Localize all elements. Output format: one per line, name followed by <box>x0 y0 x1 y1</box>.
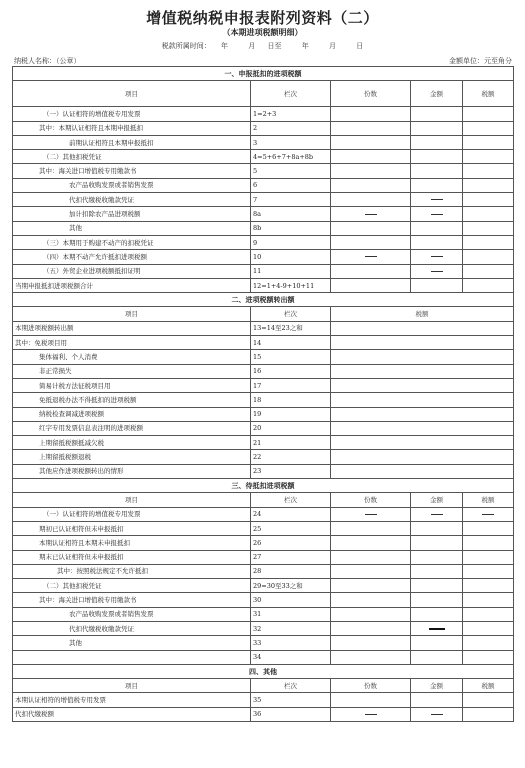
table-row <box>13 593 514 607</box>
cell-count[interactable] <box>331 278 411 292</box>
row-line: 12=1+4-9+10+11 <box>251 278 331 292</box>
row-label: 其中：本期认证相符且本期申报抵扣 <box>13 121 251 135</box>
row-line: 5 <box>251 164 331 178</box>
dash-mark <box>431 256 443 257</box>
table-row <box>13 650 514 664</box>
cell-amount[interactable] <box>411 607 463 621</box>
col-line: 栏次 <box>251 679 331 693</box>
section-1-title: 一、申报抵扣的进项税额 <box>13 67 514 81</box>
col-tax: 税额 <box>463 493 514 507</box>
cell-amount-na <box>411 707 463 721</box>
cell-tax[interactable] <box>463 178 514 192</box>
cell-tax[interactable] <box>463 221 514 235</box>
row-line: 6 <box>251 178 331 192</box>
table-row <box>13 393 514 407</box>
row-line: 30 <box>251 593 331 607</box>
row-line: 24 <box>251 507 331 521</box>
cell-amount[interactable] <box>411 536 463 550</box>
row-line: 3 <box>251 135 331 149</box>
cell-tax[interactable] <box>331 321 514 335</box>
cell-tax[interactable] <box>331 407 514 421</box>
cell-tax[interactable] <box>331 350 514 364</box>
col-count: 份数 <box>331 493 411 507</box>
cell-tax[interactable] <box>463 707 514 721</box>
cell-tax[interactable] <box>463 607 514 621</box>
cell-count-na <box>331 250 411 264</box>
table-row <box>13 550 514 564</box>
cell-amount-na <box>411 250 463 264</box>
table-row <box>13 521 514 535</box>
col-tax: 税额 <box>331 307 514 321</box>
col-line: 栏次 <box>251 307 331 321</box>
row-label: 简易计税方法征税项目用 <box>13 378 251 392</box>
cell-count[interactable] <box>331 264 411 278</box>
row-line: 33 <box>251 636 331 650</box>
cell-amount[interactable] <box>411 235 463 249</box>
cell-count[interactable] <box>331 564 411 578</box>
cell-amount-na <box>411 621 463 635</box>
cell-amount-na <box>411 264 463 278</box>
cell-tax[interactable] <box>463 278 514 292</box>
table-row <box>13 264 514 278</box>
table-row <box>13 221 514 235</box>
row-label: 其中：海关进口增值税专用缴款书 <box>13 593 251 607</box>
table-row <box>13 364 514 378</box>
row-line: 2 <box>251 121 331 135</box>
cell-tax[interactable] <box>331 464 514 478</box>
cell-tax[interactable] <box>463 536 514 550</box>
cell-amount[interactable] <box>411 593 463 607</box>
period-day-end: 日 <box>356 42 364 50</box>
row-label: 其中：按照税法规定不允许抵扣 <box>13 564 251 578</box>
dash-mark <box>429 628 445 630</box>
cell-count-na <box>331 207 411 221</box>
dash-mark <box>482 514 494 515</box>
cell-count[interactable] <box>331 121 411 135</box>
col-line: 栏次 <box>251 493 331 507</box>
section-header <box>13 664 514 678</box>
table-row <box>13 421 514 435</box>
table-row <box>13 621 514 635</box>
table-row <box>13 350 514 364</box>
cell-amount[interactable] <box>411 121 463 135</box>
period-day-start: 日至 <box>267 42 282 50</box>
row-line: 9 <box>251 235 331 249</box>
row-label: 非正常损失 <box>13 364 251 378</box>
row-line: 15 <box>251 350 331 364</box>
cell-tax[interactable] <box>463 135 514 149</box>
row-line: 18 <box>251 393 331 407</box>
row-label: 本期认证相符且本期未申报抵扣 <box>13 536 251 550</box>
period-month-start: 月 <box>248 42 256 50</box>
form-subtitle: （本期进项税额明细） <box>222 27 303 37</box>
row-line: 21 <box>251 436 331 450</box>
row-line: 25 <box>251 521 331 535</box>
row-label: 当期申报抵扣进项税额合计 <box>13 278 251 292</box>
cell-tax[interactable] <box>331 378 514 392</box>
cell-tax[interactable] <box>463 264 514 278</box>
row-line: 16 <box>251 364 331 378</box>
row-label: 免抵退税办法不得抵扣的进项税额 <box>13 393 251 407</box>
cell-tax[interactable] <box>463 193 514 207</box>
cell-tax[interactable] <box>463 593 514 607</box>
cell-tax[interactable] <box>463 650 514 664</box>
cell-count[interactable] <box>331 135 411 149</box>
cell-tax[interactable] <box>463 207 514 221</box>
cell-tax[interactable] <box>331 364 514 378</box>
dash-mark <box>431 271 443 272</box>
cell-tax[interactable] <box>463 579 514 593</box>
column-header-row <box>13 81 514 107</box>
row-line: 22 <box>251 450 331 464</box>
row-line: 32 <box>251 621 331 635</box>
row-line: 19 <box>251 407 331 421</box>
row-line: 36 <box>251 707 331 721</box>
cell-count[interactable] <box>331 607 411 621</box>
cell-amount[interactable] <box>411 107 463 121</box>
period-year-end: 年 <box>301 42 309 50</box>
form-title: 增值税纳税申报表附列资料（二） <box>146 9 379 27</box>
table-row <box>13 178 514 192</box>
cell-count[interactable] <box>331 693 411 707</box>
cell-amount[interactable] <box>411 135 463 149</box>
col-tax: 税额 <box>463 679 514 693</box>
cell-tax[interactable] <box>463 250 514 264</box>
cell-tax[interactable] <box>463 121 514 135</box>
table-row <box>13 436 514 450</box>
row-line: 29=30至33之和 <box>251 579 331 593</box>
col-line: 栏次 <box>251 81 331 107</box>
col-item: 项目 <box>13 679 251 693</box>
row-line: 20 <box>251 421 331 435</box>
table-row <box>13 336 514 350</box>
row-line: 13=14至23之和 <box>251 321 331 335</box>
cell-amount[interactable] <box>411 178 463 192</box>
col-item: 项目 <box>13 493 251 507</box>
row-label: 期末已认证相符但未申报抵扣 <box>13 550 251 564</box>
cell-amount[interactable] <box>411 650 463 664</box>
col-count: 份数 <box>331 81 411 107</box>
col-amount: 金额 <box>411 493 463 507</box>
row-line: 35 <box>251 693 331 707</box>
row-label: 集体福利、个人消费 <box>13 350 251 364</box>
tax-period <box>0 41 525 51</box>
cell-tax[interactable] <box>463 621 514 635</box>
row-label: 前期认证相符且本期申报抵扣 <box>13 135 251 149</box>
row-line: 10 <box>251 250 331 264</box>
cell-amount[interactable] <box>411 579 463 593</box>
row-label: （二）其他扣税凭证 <box>13 150 251 164</box>
row-label: 上期留抵税额退税 <box>13 450 251 464</box>
row-label: 期初已认证相符但未申报抵扣 <box>13 521 251 535</box>
row-label: （三）本期用于购建不动产的扣税凭证 <box>13 235 251 249</box>
dash-mark <box>365 214 377 215</box>
row-label: 代扣代缴税收缴款凭证 <box>13 193 251 207</box>
cell-tax[interactable] <box>331 421 514 435</box>
table-row <box>13 107 514 121</box>
cell-amount[interactable] <box>411 693 463 707</box>
dash-mark <box>365 514 377 515</box>
row-label: 农产品收购发票或者销售发票 <box>13 607 251 621</box>
table-row <box>13 193 514 207</box>
table-row <box>13 378 514 392</box>
cell-tax[interactable] <box>463 150 514 164</box>
table-row <box>13 536 514 550</box>
row-line: 17 <box>251 378 331 392</box>
row-label: 农产品收购发票或者销售发票 <box>13 178 251 192</box>
table-row <box>13 564 514 578</box>
period-label: 税款所属时间： <box>161 42 211 50</box>
cell-amount-na <box>411 207 463 221</box>
row-label: 代扣代缴税收缴款凭证 <box>13 621 251 635</box>
cell-tax[interactable] <box>463 564 514 578</box>
row-label: （四）本期不动产允许抵扣进项税额 <box>13 250 251 264</box>
row-line: 26 <box>251 536 331 550</box>
dash-mark <box>431 214 443 215</box>
dash-mark <box>431 199 443 200</box>
row-label: 本期进项税额转出额 <box>13 321 251 335</box>
table-row <box>13 707 514 721</box>
row-line: 11 <box>251 264 331 278</box>
dash-mark <box>431 514 443 515</box>
cell-tax[interactable] <box>463 164 514 178</box>
cell-tax[interactable] <box>331 336 514 350</box>
cell-amount[interactable] <box>411 550 463 564</box>
row-label: 本期认证相符的增值税专用发票 <box>13 693 251 707</box>
cell-amount[interactable] <box>411 221 463 235</box>
row-line: 8b <box>251 221 331 235</box>
section-3-title: 三、待抵扣进项税额 <box>13 479 514 493</box>
col-count: 份数 <box>331 679 411 693</box>
cell-count[interactable] <box>331 164 411 178</box>
cell-tax[interactable] <box>463 235 514 249</box>
cell-count[interactable] <box>331 593 411 607</box>
cell-count[interactable] <box>331 107 411 121</box>
period-month-end: 月 <box>328 42 336 50</box>
cell-count[interactable] <box>331 536 411 550</box>
table-row <box>13 278 514 292</box>
col-item: 项目 <box>13 81 251 107</box>
section-2-title: 二、进项税额转出额 <box>13 293 514 307</box>
cell-count[interactable] <box>331 579 411 593</box>
row-line: 8a <box>251 207 331 221</box>
row-label: 上期留抵税额抵减欠税 <box>13 436 251 450</box>
cell-amount[interactable] <box>411 521 463 535</box>
table-row <box>13 693 514 707</box>
amount-unit: 金额单位：元至角分 <box>449 57 512 65</box>
row-label: （一）认证相符的增值税专用发票 <box>13 107 251 121</box>
row-label: （二）其他扣税凭证 <box>13 579 251 593</box>
cell-count[interactable] <box>331 193 411 207</box>
cell-tax[interactable] <box>463 550 514 564</box>
cell-tax[interactable] <box>331 393 514 407</box>
dash-mark <box>365 256 377 257</box>
table-row <box>13 507 514 521</box>
row-label: 代扣代缴税额 <box>13 707 251 721</box>
cell-tax[interactable] <box>463 693 514 707</box>
cell-count[interactable] <box>331 650 411 664</box>
cell-amount[interactable] <box>411 636 463 650</box>
cell-tax[interactable] <box>463 521 514 535</box>
table-row <box>13 121 514 135</box>
cell-tax[interactable] <box>331 450 514 464</box>
cell-amount[interactable] <box>411 164 463 178</box>
row-label: 其他 <box>13 636 251 650</box>
table-row <box>13 407 514 421</box>
cell-count[interactable] <box>331 150 411 164</box>
dash-mark <box>365 714 377 715</box>
cell-count[interactable] <box>331 621 411 635</box>
section-4-title: 四、其他 <box>13 664 514 678</box>
cell-amount-na <box>411 193 463 207</box>
col-tax: 税额 <box>463 81 514 107</box>
cell-count-na <box>331 507 411 521</box>
cell-amount[interactable] <box>411 564 463 578</box>
row-line: 31 <box>251 607 331 621</box>
cell-amount-na <box>411 507 463 521</box>
column-header-row <box>13 307 514 321</box>
row-label: 其他 <box>13 221 251 235</box>
row-label: 加计扣除农产品进项税额 <box>13 207 251 221</box>
table-row <box>13 636 514 650</box>
row-line: 7 <box>251 193 331 207</box>
section-header <box>13 293 514 307</box>
cell-tax[interactable] <box>463 107 514 121</box>
column-header-row <box>13 679 514 693</box>
table-row <box>13 579 514 593</box>
table-row <box>13 450 514 464</box>
period-year-start: 年 <box>221 42 229 50</box>
row-label: 其中：免税项目用 <box>13 336 251 350</box>
row-line: 23 <box>251 464 331 478</box>
deduction-table <box>12 66 514 722</box>
cell-count[interactable] <box>331 550 411 564</box>
cell-count[interactable] <box>331 178 411 192</box>
table-row <box>13 464 514 478</box>
table-row <box>13 250 514 264</box>
cell-tax[interactable] <box>463 636 514 650</box>
table-row <box>13 321 514 335</box>
row-label: 其中：海关进口增值税专用缴款书 <box>13 164 251 178</box>
table-row <box>13 607 514 621</box>
row-line: 14 <box>251 336 331 350</box>
row-label: 红字专用发票信息表注明的进项税额 <box>13 421 251 435</box>
cell-count[interactable] <box>331 636 411 650</box>
section-header <box>13 67 514 81</box>
row-label <box>13 650 251 664</box>
table-row <box>13 135 514 149</box>
taxpayer-name: 纳税人名称：（公章） <box>14 57 81 65</box>
cell-amount[interactable] <box>411 278 463 292</box>
row-label: 纳税检查调减进项税额 <box>13 407 251 421</box>
row-label: 其他应作进项税额转出的情形 <box>13 464 251 478</box>
cell-amount[interactable] <box>411 150 463 164</box>
col-amount: 金额 <box>411 81 463 107</box>
col-amount: 金额 <box>411 679 463 693</box>
row-line: 1=2+3 <box>251 107 331 121</box>
table-row <box>13 164 514 178</box>
table-row <box>13 235 514 249</box>
cell-tax[interactable] <box>331 436 514 450</box>
column-header-row <box>13 493 514 507</box>
table-row <box>13 150 514 164</box>
cell-count[interactable] <box>331 221 411 235</box>
row-line: 34 <box>251 650 331 664</box>
row-line: 28 <box>251 564 331 578</box>
cell-count[interactable] <box>331 521 411 535</box>
col-item: 项目 <box>13 307 251 321</box>
table-row <box>13 207 514 221</box>
dash-mark <box>431 714 443 715</box>
row-line: 27 <box>251 550 331 564</box>
section-header <box>13 479 514 493</box>
row-label: （一）认证相符的增值税专用发票 <box>13 507 251 521</box>
cell-count-na <box>331 707 411 721</box>
row-label: （五）外贸企业进项税额抵扣证明 <box>13 264 251 278</box>
cell-tax-na <box>463 507 514 521</box>
cell-count[interactable] <box>331 235 411 249</box>
row-line: 4=5+6+7+8a+8b <box>251 150 331 164</box>
